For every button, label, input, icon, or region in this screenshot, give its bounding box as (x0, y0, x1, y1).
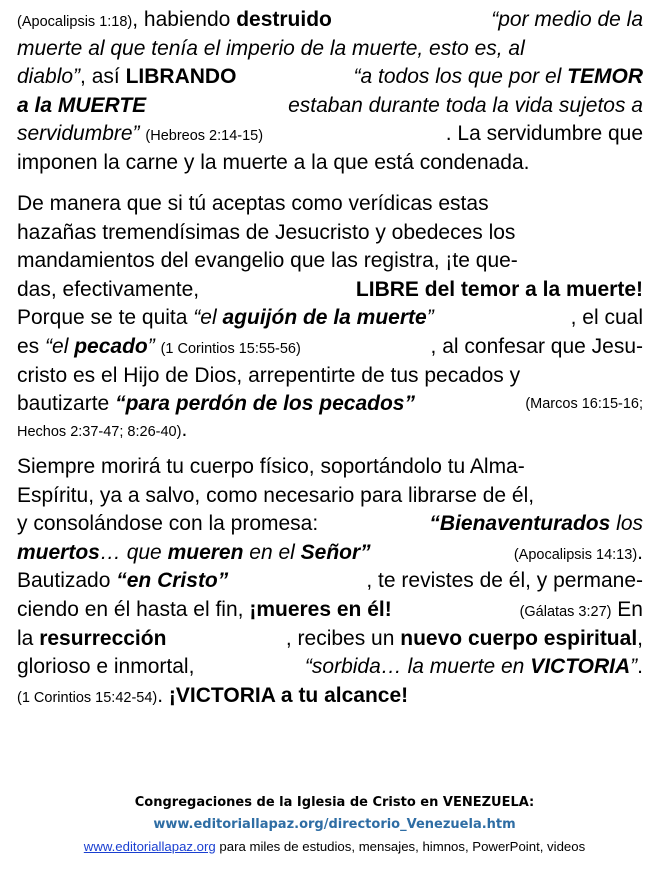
text-line (17, 682, 643, 711)
footer-directory-url[interactable]: www.editoriallapaz.org/directorio_Venezuela.htm (153, 817, 516, 832)
text-run: “a todos los que por el (353, 65, 568, 89)
text-run: muerte al que tenía el imperio de la muerte, esto es, al (17, 36, 525, 60)
citation: (Apocalipsis 1:18) (17, 14, 133, 30)
text-run: mueren (167, 540, 244, 564)
text-run (371, 541, 377, 564)
text-run: . (157, 683, 169, 707)
text-run: . (181, 417, 188, 441)
text-run: es (17, 334, 46, 358)
text-run: estaban durante toda la vida sujetos a (282, 93, 643, 117)
text-line (17, 149, 643, 178)
text-run: “el (45, 334, 75, 358)
citation: (Hebreos 2:14-15) (145, 128, 264, 145)
citation: (Apocalipsis 14:13) (513, 546, 638, 563)
text-line (17, 625, 643, 654)
text-line (17, 6, 643, 35)
text-run: ” (426, 306, 434, 330)
text-line (17, 653, 643, 682)
text-run (236, 65, 242, 88)
text-line (17, 247, 643, 276)
footer-congregations-heading: Congregaciones de la Iglesia de Cristo en VENEZUELA: (134, 795, 535, 810)
text-run: a la MUERTE (17, 93, 147, 117)
citation: Hechos 2:37-47; 8:26-40) (17, 423, 182, 440)
text-run: mandamientos del evangelio que las registra, ¡te que- (17, 249, 518, 273)
text-run: “para perdón de los pecados” (115, 392, 415, 416)
text-run: muertos (17, 540, 100, 564)
text-line (17, 539, 643, 568)
text-line (17, 482, 643, 511)
text-line (17, 419, 643, 443)
paragraph-1 (17, 6, 643, 178)
text-line (17, 190, 643, 219)
paragraph-3 (17, 453, 643, 710)
footer-site-line (0, 839, 669, 854)
text-run: ciendo en él hasta el fin, (17, 597, 250, 621)
text-line (17, 390, 643, 419)
text-run: glorioso e inmortal, (17, 655, 201, 679)
text-run: ” (630, 655, 638, 679)
text-run: los (610, 512, 643, 536)
text-run: , habiendo (132, 8, 237, 31)
text-run: LIBRE del temor a la muerte! (355, 277, 643, 301)
text-run: … que (99, 540, 168, 564)
text-line (17, 510, 643, 539)
text-run: LIBRANDO (125, 65, 237, 89)
text-run: ¡mueres en él! (249, 597, 392, 621)
text-run: . (637, 540, 643, 564)
text-run: Señor” (300, 540, 371, 564)
text-line (17, 219, 643, 248)
text-line (17, 362, 643, 391)
text-line (17, 333, 643, 362)
text-run: Porque se te quita (17, 306, 194, 330)
text-run: De manera que si tú aceptas como verídicas estas (17, 192, 489, 215)
text-line (17, 120, 643, 149)
text-run: , te revistes de él, y permane- (366, 569, 643, 593)
text-run (332, 8, 338, 31)
text-line (17, 453, 643, 482)
text-run: hazañas tremendísimas de Jesucristo y obedeces los (17, 220, 516, 244)
text-run: bautizarte (17, 392, 116, 416)
paragraph-2 (17, 190, 643, 443)
citation: (1 Corintios 15:55-56) (160, 340, 301, 357)
text-run: . (637, 655, 643, 679)
text-run: “Bienaventurados (429, 512, 611, 536)
text-run: , (637, 626, 643, 650)
text-run: la (17, 626, 40, 650)
text-line (17, 92, 643, 121)
text-line (17, 63, 643, 92)
text-run: Bautizado (17, 569, 117, 593)
text-run: En (611, 597, 643, 621)
footer-site-description: para miles de estudios, mensajes, himnos, PowerPoint, videos (215, 839, 586, 854)
text-run: y consolándose con la promesa: (17, 512, 325, 536)
citation: (Gálatas 3:27) (519, 603, 612, 620)
text-line (17, 276, 643, 305)
text-line (17, 567, 643, 596)
text-run: “por medio de la (491, 8, 643, 31)
citation: (1 Corintios 15:42-54) (17, 689, 158, 706)
text-run: imponen la carne y la muerte a la que está condenada. (17, 150, 530, 174)
text-run: “el (193, 306, 223, 330)
text-run (415, 392, 421, 415)
text-run: ¡VICTORIA a tu alcance! (168, 683, 409, 707)
text-run: destruido (236, 8, 332, 31)
text-run: resurrección (39, 626, 167, 650)
text-run: , recibes un (285, 626, 401, 650)
text-line (17, 35, 643, 64)
text-run: VICTORIA (530, 655, 631, 679)
text-run: cristo es el Hijo de Dios, arrepentirte de tus pecados y (17, 363, 521, 387)
text-run: das, efectivamente, (17, 277, 205, 301)
text-run: aguijón de la muerte (222, 306, 427, 330)
text-run (392, 598, 398, 621)
text-run: diablo” (17, 65, 81, 89)
text-run: ” (147, 334, 155, 358)
text-run: servidumbre” (17, 122, 140, 146)
text-run: “en Cristo” (116, 569, 229, 593)
text-run: Siempre morirá tu cuerpo físico, soportándolo tu Alma- (17, 455, 525, 478)
text-line (17, 596, 643, 625)
text-run: , así (80, 65, 126, 89)
editorial-site-link[interactable]: www.editoriallapaz.org (83, 839, 216, 854)
text-run: en el (243, 540, 301, 564)
citation: (Marcos 16:15-16; (525, 396, 643, 413)
text-run: nuevo cuerpo espiritual (400, 626, 638, 650)
text-run: , al confesar que Jesu- (430, 334, 643, 358)
text-line (17, 304, 643, 333)
text-run: “sorbida… la muerte en (304, 655, 531, 679)
text-run: Espíritu, ya a salvo, como necesario para librarse de él, (17, 483, 535, 507)
text-run: . La servidumbre que (445, 122, 643, 146)
text-run: , el cual (570, 306, 643, 330)
text-run: TEMOR (567, 65, 643, 89)
text-run: pecado (74, 334, 148, 358)
